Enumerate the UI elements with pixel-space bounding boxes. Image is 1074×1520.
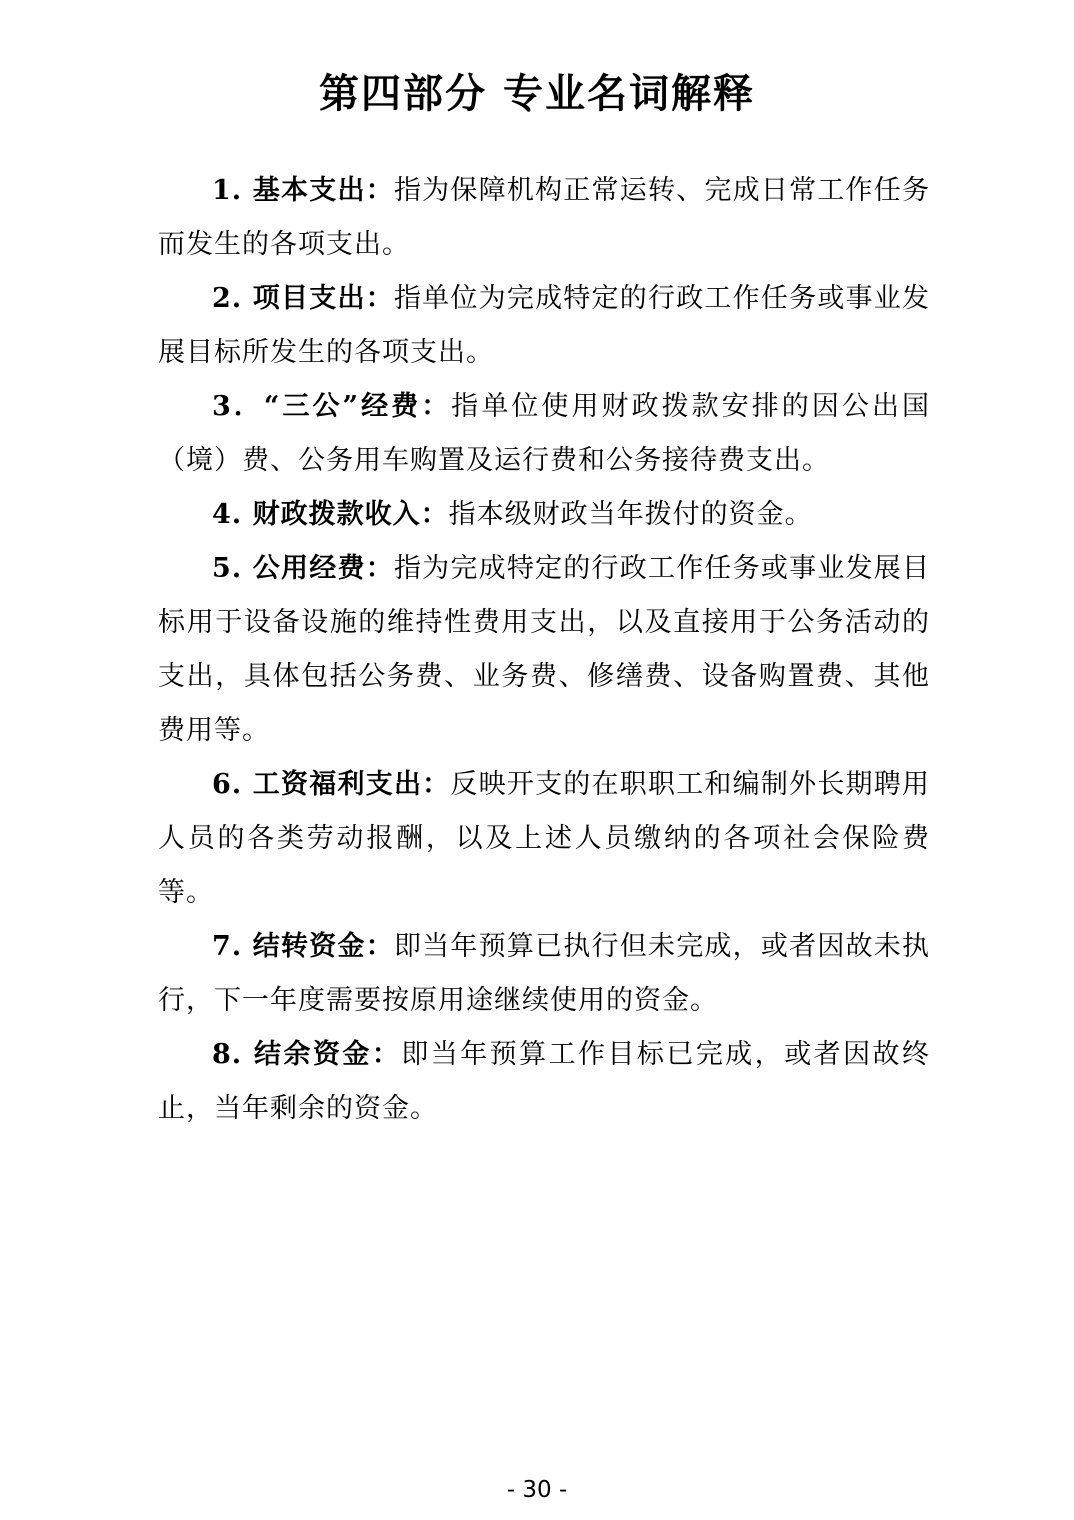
- term-label: 3．“三公”经费：: [212, 391, 452, 422]
- term-definition: 即当年预算已执行但未完成，或者因故未执行，下一年度需要按原用途继续使用的资金。: [158, 931, 931, 1016]
- term-paragraph: [158, 380, 930, 488]
- term-definition: 指为保障机构正常运转、完成日常工作任务而发生的各项支出。: [158, 175, 931, 260]
- term-paragraph: [158, 542, 930, 758]
- term-paragraph: [158, 920, 930, 1028]
- term-label: 6. 工资福利支出：: [212, 769, 451, 800]
- term-definition: 即当年预算工作目标已完成，或者因故终止，当年剩余的资金。: [158, 1039, 931, 1124]
- terms-list: [0, 164, 1074, 1136]
- term-label: 1. 基本支出：: [212, 175, 394, 206]
- term-label: 2. 项目支出：: [212, 283, 394, 314]
- term-paragraph: [158, 1028, 930, 1136]
- term-label: 7. 结转资金：: [212, 931, 394, 962]
- term-definition: 指单位使用财政拨款安排的因公出国（境）费、公务用车购置及运行费和公务接待费支出。: [158, 391, 930, 476]
- term-label: 4. 财政拨款收入：: [212, 499, 449, 530]
- term-label: 8. 结余资金：: [212, 1039, 402, 1070]
- page-number: - 30 -: [506, 1477, 568, 1503]
- term-definition: 指本级财政当年拨付的资金。: [448, 499, 813, 530]
- term-paragraph: [158, 758, 930, 920]
- term-paragraph: [158, 164, 930, 272]
- term-label: 5. 公用经费：: [212, 553, 394, 584]
- term-definition: 指单位为完成特定的行政工作任务或事业发展目标所发生的各项支出。: [158, 283, 931, 368]
- term-paragraph: [158, 488, 930, 542]
- section-title: 第四部分 专业名词解释: [319, 70, 755, 117]
- term-definition: 反映开支的在职职工和编制外长期聘用人员的各类劳动报酬，以及上述人员缴纳的各项社会保险费等。: [158, 769, 930, 908]
- term-definition: 指为完成特定的行政工作任务或事业发展目标用于设备设施的维持性费用支出，以及直接用于公务活动的支出，具体包括公务费、业务费、修缮费、设备购置费、其他费用等。: [158, 553, 931, 746]
- term-paragraph: [158, 272, 930, 380]
